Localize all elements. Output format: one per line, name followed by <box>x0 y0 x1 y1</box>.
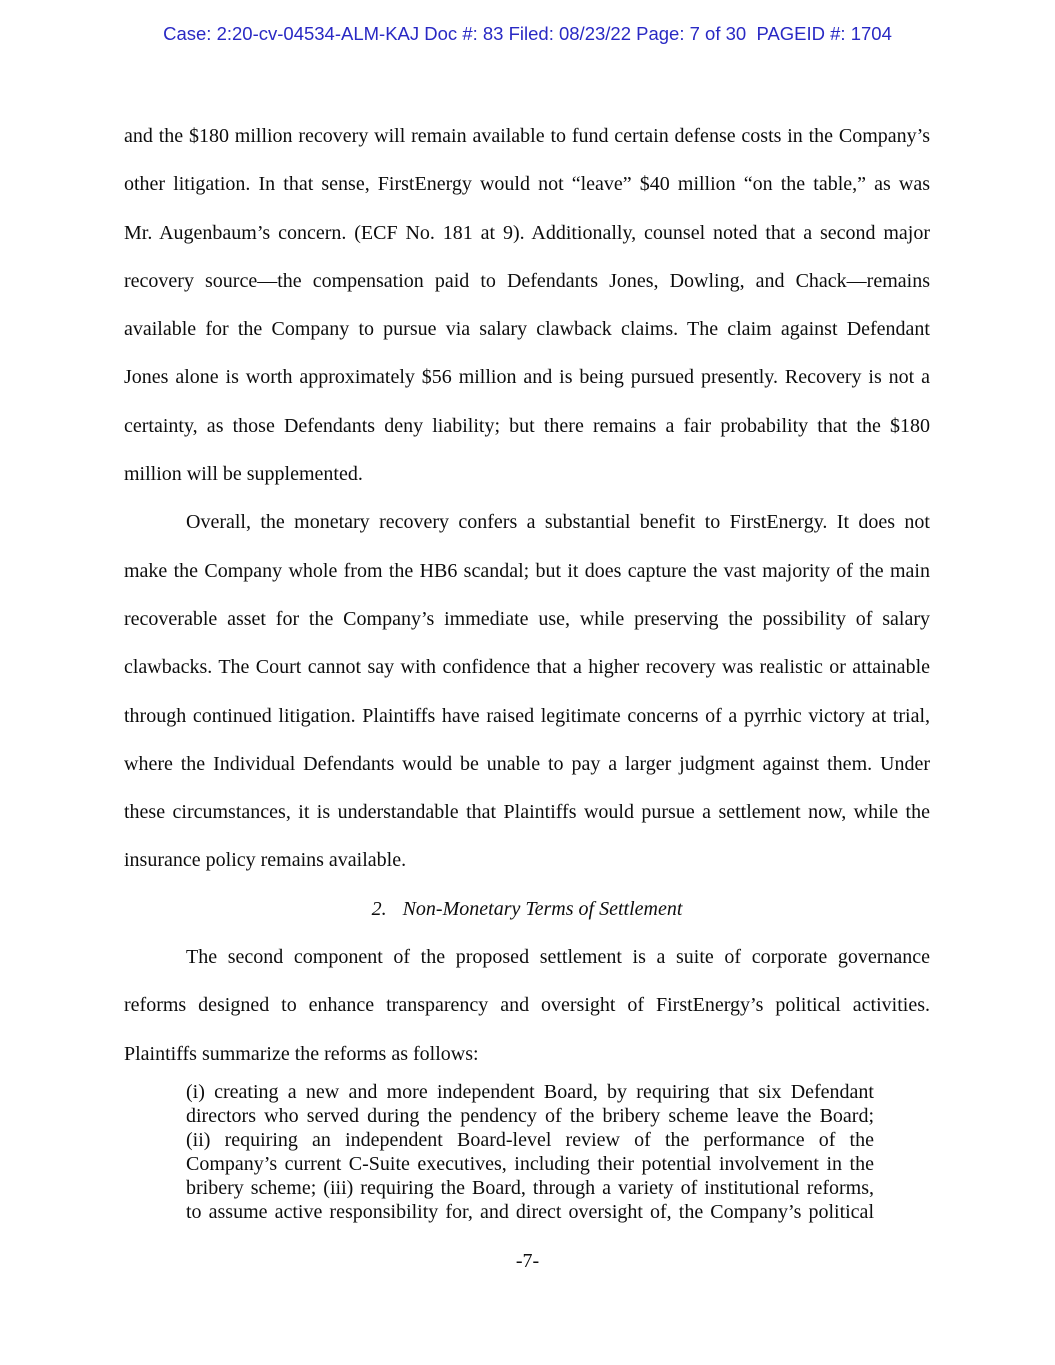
text-line: Jones alone is worth approximately $56 million and is being pursued presently. Recovery is not a <box>124 366 930 389</box>
text-line: (ii) requiring an independent Board-level review of the performance of the <box>186 1128 874 1151</box>
page-body <box>124 112 930 1224</box>
text-line: recovery source—the compensation paid to Defendants Jones, Dowling, and Chack—remains <box>124 269 930 292</box>
text-line: million will be supplemented. <box>124 463 363 486</box>
blockquote-governance-reforms <box>186 1080 874 1224</box>
text-line: bribery scheme; (iii) requiring the Board, through a variety of institutional reforms, <box>186 1176 874 1199</box>
text-line: other litigation. In that sense, FirstEnergy would not “leave” $40 million “on the table,” as was <box>124 173 930 196</box>
case-caption-header: Case: 2:20-cv-04534-ALM-KAJ Doc #: 83 Filed: 08/23/22 Page: 7 of 30 PAGEID #: 1704 <box>163 23 892 44</box>
text-line: The second component of the proposed settlement is a suite of corporate governance <box>186 946 930 969</box>
text-line: Company’s current C-Suite executives, including their potential involvement in the <box>186 1152 874 1175</box>
text-line: and the $180 million recovery will remain available to fund certain defense costs in the Company’s <box>124 125 930 147</box>
text-line: clawbacks. The Court cannot say with confidence that a higher recovery was realistic or attainable <box>124 656 930 679</box>
text-line: Mr. Augenbaum’s concern. (ECF No. 181 at 9). Additionally, counsel noted that a second major <box>124 221 930 244</box>
text-line: these circumstances, it is understandable that Plaintiffs would pursue a settlement now, while the <box>124 801 930 824</box>
text-line: recoverable asset for the Company’s immediate use, while preserving the possibility of salary <box>124 607 930 630</box>
text-line: make the Company whole from the HB6 scandal; but it does capture the vast majority of the main <box>124 559 930 582</box>
text-line: directors who served during the pendency of the bribery scheme leave the Board; <box>186 1104 874 1127</box>
paragraph-monetary-recovery-continuation <box>124 112 930 498</box>
text-line: where the Individual Defendants would be unable to pay a larger judgment against them. Under <box>124 752 930 775</box>
page-number: -7- <box>515 1250 540 1272</box>
paragraph-overall-monetary-recovery <box>124 498 930 884</box>
text-line: Plaintiffs summarize the reforms as follows: <box>124 1042 479 1065</box>
section-heading-non-monetary-terms <box>124 885 930 933</box>
section-heading-title: Non-Monetary Terms of Settlement <box>402 897 683 920</box>
text-line: (i) creating a new and more independent Board, by requiring that six Defendant <box>186 1080 874 1103</box>
text-line: reforms designed to enhance transparency and oversight of FirstEnergy’s political activities. <box>124 994 930 1017</box>
text-line: to assume active responsibility for, and direct oversight of, the Company’s political <box>186 1200 874 1223</box>
section-heading-number: 2. <box>371 897 387 920</box>
text-line: certainty, as those Defendants deny liability; but there remains a fair probability that the $180 <box>124 414 930 437</box>
text-line: insurance policy remains available. <box>124 849 407 872</box>
text-line: available for the Company to pursue via salary clawback claims. The claim against Defendant <box>124 318 930 341</box>
paragraph-second-component <box>124 933 930 1078</box>
text-line: Overall, the monetary recovery confers a substantial benefit to FirstEnergy. It does not <box>186 511 930 534</box>
text-line: through continued litigation. Plaintiffs have raised legitimate concerns of a pyrrhic victory at trial, <box>124 704 930 727</box>
